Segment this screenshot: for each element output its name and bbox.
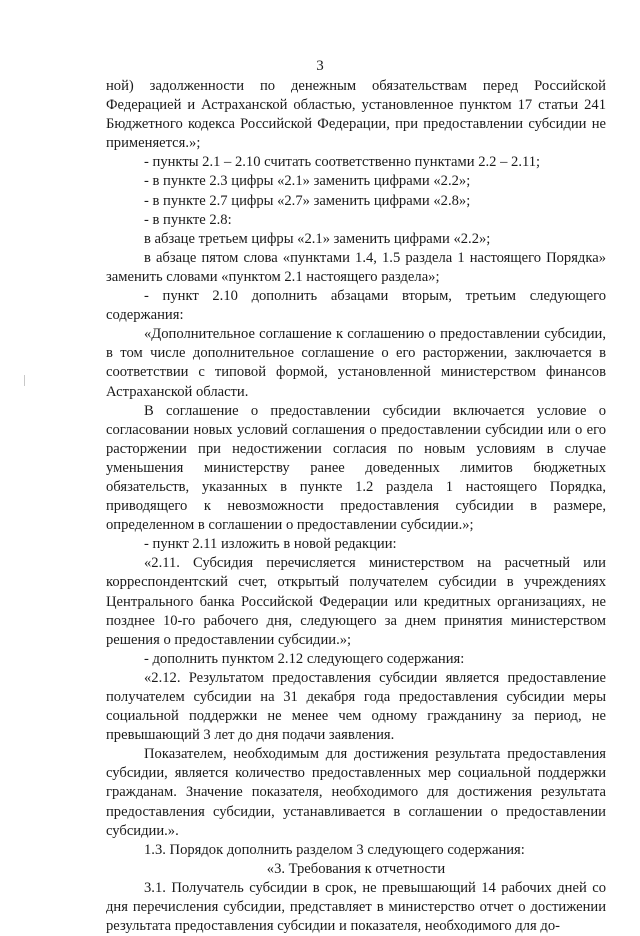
paragraph: в абзаце третьем цифры «2.1» заменить цифрами «2.2»; [144,230,491,247]
paragraph: «Дополнительное соглашение к соглашению о предоставлении субсидии, в том числе дополнительное соглашение о его расторжении, заключается в соответствии с типовой формой, установленной министерством финансов Астраханской области. [106,326,606,400]
paragraph: в абзаце пятом слова «пунктами 1.4, 1.5 раздела 1 настоящего Порядка» заменить словами «пунктом 2.1 настоящего раздела»; [106,249,606,285]
paragraph: - в пункте 2.8: [144,211,232,228]
paragraph: «3. Требования к отчетности [266,860,446,877]
paragraph: - в пункте 2.7 цифры «2.7» заменить цифрами «2.8»; [144,192,471,209]
paragraph: 1.3. Порядок дополнить разделом 3 следующего содержания: [144,841,525,858]
paragraph: - в пункте 2.3 цифры «2.1» заменить цифрами «2.2»; [144,173,471,190]
paragraph: ной) задолженности по денежным обязательствам перед Российской Федерацией и Астраханской областью, установленное пунктом 17 статьи 241 Бюджетного кодекса Российской Федерации, при предоставлении субсидии не применяется.»; [106,78,606,152]
paragraph: «2.11. Субсидия перечисляется министерством на расчетный или корреспондентский счет, открытый получателем субсидии в учреждениях Центрального банка Российской Федерации или кредитных организациях, не позднее 10-го рабочего дня, следующего за днем принятия министерством решения о предоставлении субсидии.»; [106,555,606,648]
paragraph: «2.12. Результатом предоставления субсидии является предоставление получателем субсидии на 31 декабря года предоставления субсидии меры социальной поддержки не менее чем одному гражданину за период, не превышающий 3 лет до дня подачи заявления. [106,669,606,744]
margin-mark [24,375,25,386]
paragraph: 3.1. Получатель субсидии в срок, не превышающий 14 рабочих дней со дня перечисления субсидии, представляет в министерство отчет о достижении результата предоставления субсидии и показателя, необходимого для до- [106,879,606,935]
paragraph: - пункт 2.10 дополнить абзацами вторым, третьим следующего содержания: [106,288,606,324]
paragraph: Показателем, необходимым для достижения результата предоставления субсидии, является количество предоставленных мер социальной поддержки гражданам. Значение показателя, необходимого для достижения результата предоставления субсидии, устанавливается в соглашении о предоставлении субсидии.». [106,746,606,839]
paragraph: В соглашение о предоставлении субсидии включается условие о согласовании новых условий соглашения о предоставлении субсидии или о его расторжении при недостижении согласия по новым условиям в случае уменьшения министерству ранее доведенных лимитов бюджетных обязательств, указанных в пункте 1.2 раздела 1 настоящего Порядка, приводящего к невозможности предоставления субсидии в размере, определенном в соглашении о предоставлении субсидии.»; [106,402,606,534]
paragraph: - пункты 2.1 – 2.10 считать соответственно пунктами 2.2 – 2.11; [144,154,541,171]
paragraph: - дополнить пунктом 2.12 следующего содержания: [144,650,465,667]
paragraph: - пункт 2.11 изложить в новой редакции: [144,536,397,553]
document-body [106,77,606,936]
page-number: 3 [316,58,324,74]
